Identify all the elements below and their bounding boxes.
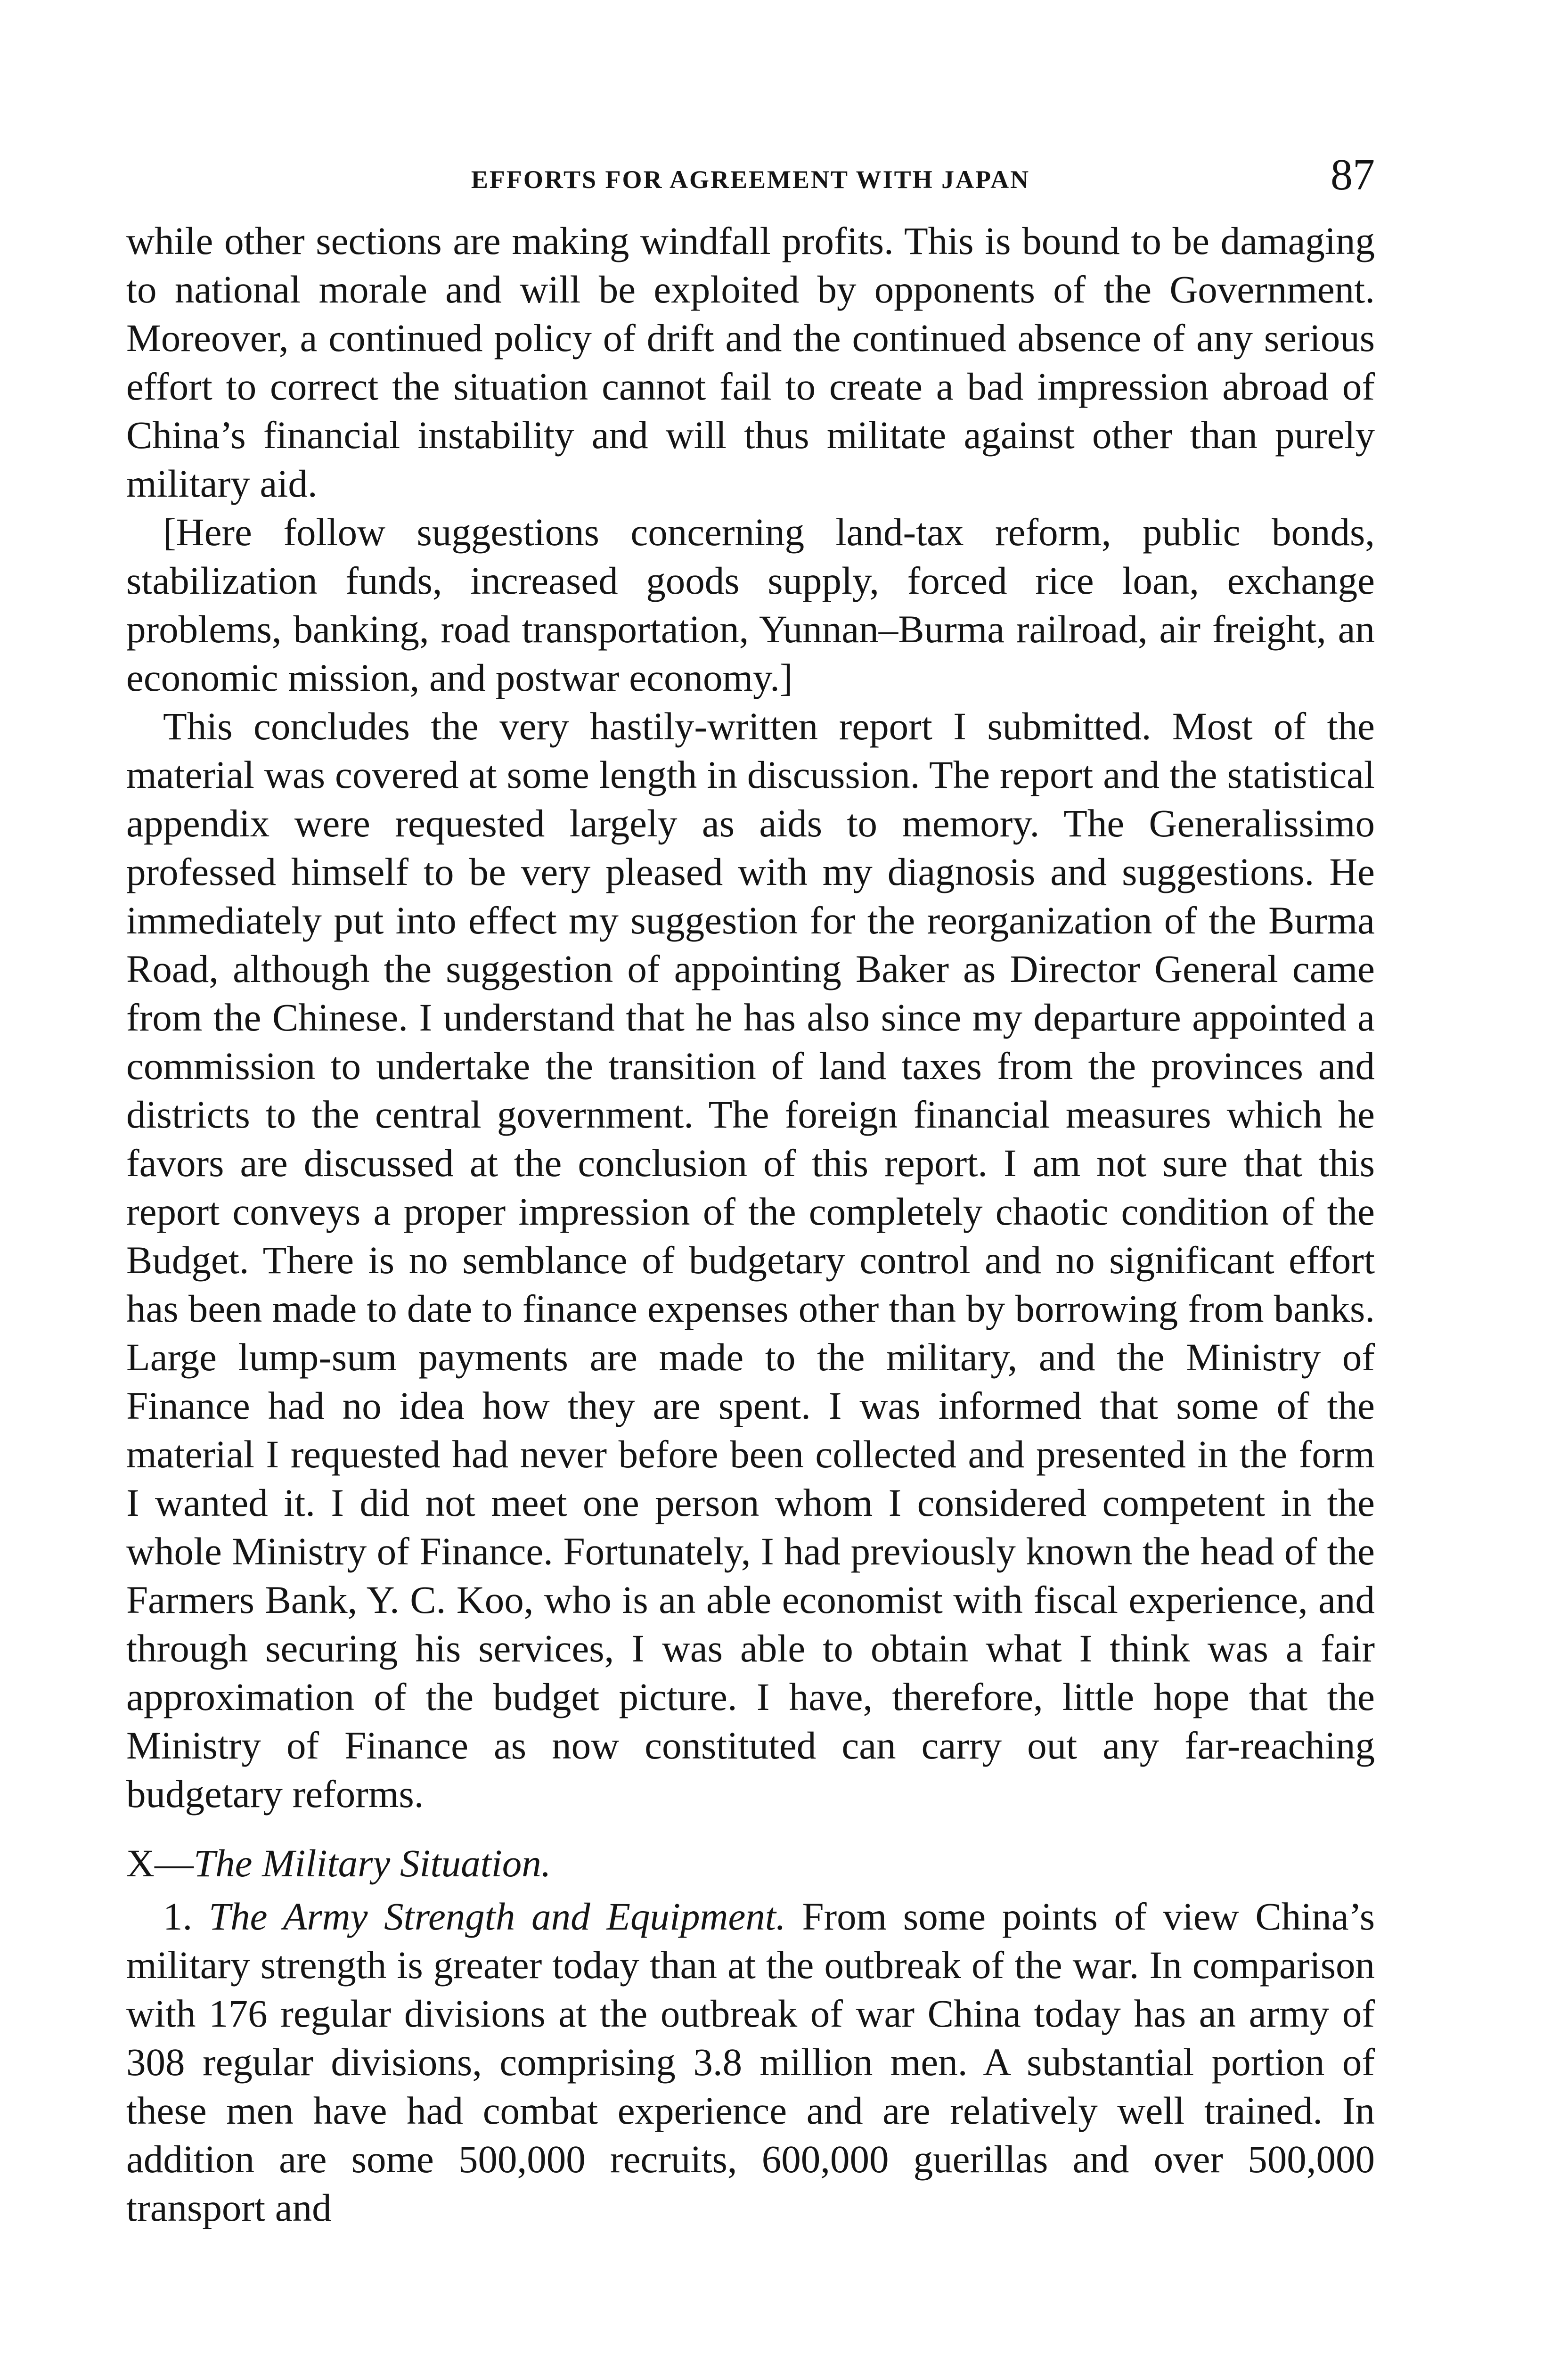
body-paragraph: while other sections are making windfall profits. This is bound to be damaging to national morale and will be exploited by opponents of the Government. Moreover, a continued policy of drift and the continued absence of any serious effort to correct the situation cannot fail to create a bad impression abroad of China’s financial instability and will thus militate against other than purely military aid. [126, 219, 1375, 505]
section-heading-title: The Military Situation. [193, 1841, 551, 1885]
book-page [126, 141, 1375, 2232]
body-paragraph: [Here follow suggestions concerning land-tax reform, public bonds, stabilization funds, increased goods supply, forced rice loan, exchange problems, banking, road transportation, Yunnan–Burma railroad, air freight, an economic mission, and postwar economy.] [126, 510, 1375, 699]
body-paragraph: This concludes the very hastily-written report I submitted. Most of the material was covered at some length in discussion. The report and the statistical appendix were requested largely as aids to memory. The Generalissimo professed himself to be very pleased with my diagnosis and suggestions. He immediately put into effect my suggestion for the reorganization of the Burma Road, although the suggestion of appointing Baker as Director General came from the Chinese. I understand that he has also since my departure appointed a commission to undertake the transition of land taxes from the provinces and districts to the central government. The foreign financial measures which he favors are discussed at the conclusion of this report. I am not sure that this report conveys a proper impression of the completely chaotic condition of the Budget. There is no semblance of budgetary control and no significant effort has been made to date to finance expenses other than by borrowing from banks. Large lump-sum payments are made to the military, and the Ministry of Finance had no idea how they are spent. I was informed that some of the material I requested had never before been collected and presented in the form I wanted it. I did not meet one person whom I considered competent in the whole Ministry of Finance. Fortunately, I had previously known the head of the Farmers Bank, Y. C. Koo, who is an able economist with fiscal experience, and through securing his services, I was able to obtain what I think was a fair approximation of the budget picture. I have, therefore, little hope that the Ministry of Finance as now constituted can carry out any far-reaching budgetary reforms. [126, 704, 1375, 1816]
running-header [126, 141, 1375, 217]
section-heading [126, 1839, 1375, 1888]
subsection-text: From some points of view China’s military strength is greater today than at the outbreak of the war. In comparison with 176 regular divisions at the outbreak of war China today has an army of 308 regular divisions, comprising 3.8 million men. A substantial portion of these men have had combat experience and are relatively well trained. In addition are some 500,000 recruits, 600,000 guerillas and over 500,000 transport and [126, 1895, 1375, 2229]
section-heading-prefix: X— [126, 1841, 194, 1885]
body-text [126, 217, 1375, 2232]
page-number: 87 [1331, 150, 1375, 199]
subsection-paragraph [126, 1892, 1375, 2232]
running-title: EFFORTS FOR AGREEMENT WITH JAPAN [471, 165, 1030, 194]
subsection-title: The Army Strength and Equipment. [208, 1895, 786, 1938]
subsection-number: 1. [163, 1895, 193, 1938]
